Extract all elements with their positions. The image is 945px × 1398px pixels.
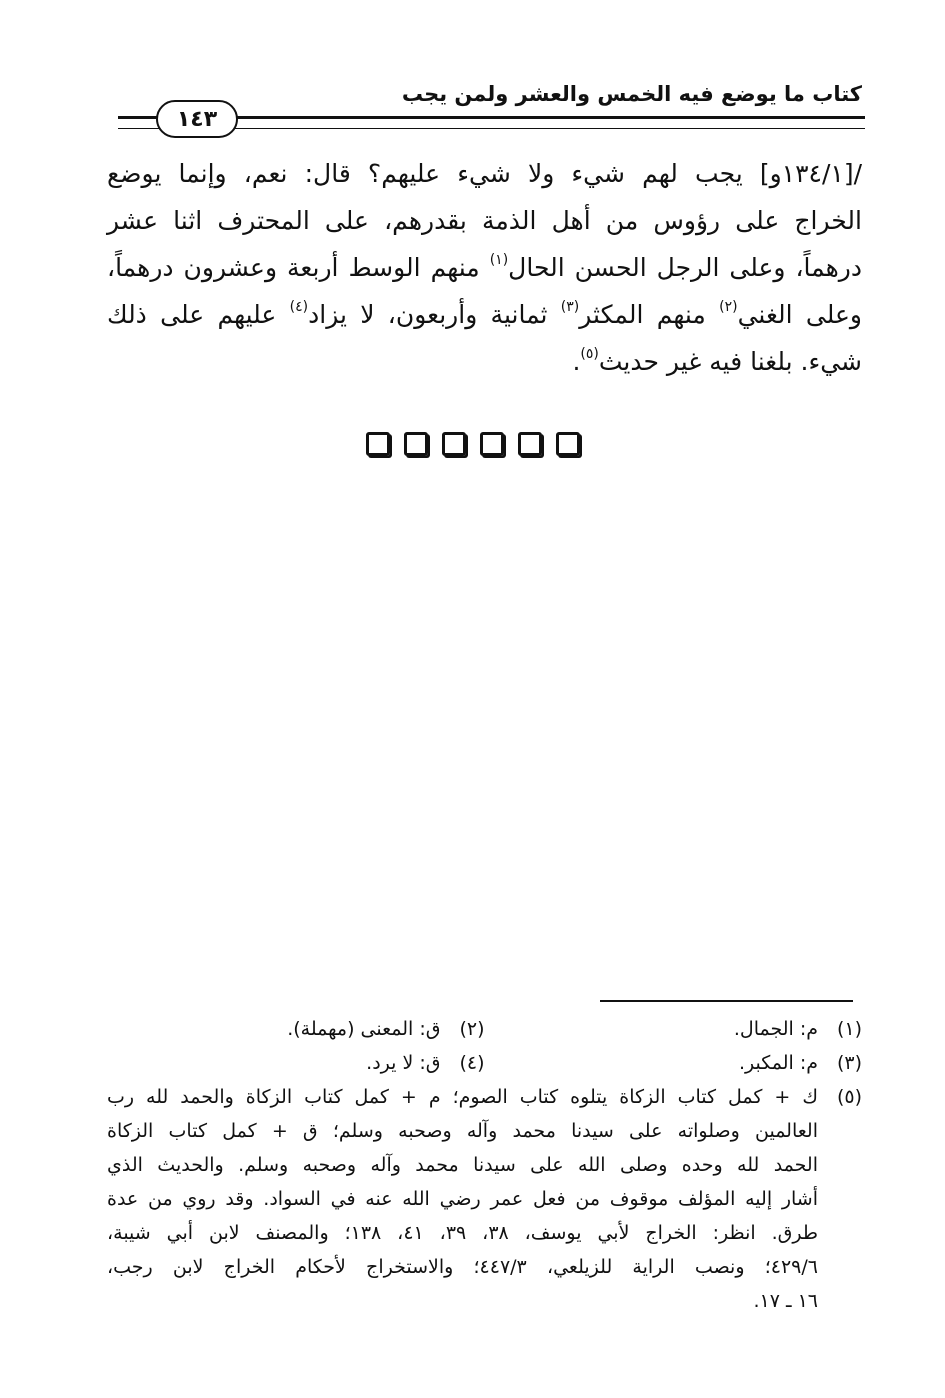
ornament-square — [518, 432, 542, 456]
running-title: كتاب ما يوضع فيه الخمس والعشر ولمن يجب — [401, 82, 862, 106]
footnote-5 — [107, 1080, 862, 1318]
footnote-row — [107, 1046, 862, 1080]
footnote-ref: (٥) — [580, 346, 599, 362]
footnote-line: ٤٢٩/٦؛ ونصب الراية للزيلعي، ٤٤٧/٣؛ والاستخراج لأحكام الخراج لابن رجب، — [107, 1256, 818, 1278]
footnote-text — [107, 1080, 818, 1318]
footnote-row — [107, 1012, 862, 1046]
text-run: درهماً، وعلى الرجل الحسن الحال — [508, 253, 862, 282]
text-line — [107, 244, 862, 291]
footnote-line: أشار إليه المؤلف موقوف من فعل عمر رضي الله عنه في السواد. وقد روي من عدة — [107, 1188, 818, 1210]
footnote-text: ق: المعنى (مهملة). — [287, 1018, 441, 1040]
footnote-3 — [485, 1046, 863, 1080]
footnote-number: (٥) — [836, 1086, 862, 1108]
ornament-square — [480, 432, 504, 456]
text-line — [107, 291, 862, 338]
footnote-line: الحمد لله وحده وصلى الله على سيدنا محمد وآله وصحبه وسلم. والحديث الذي — [107, 1154, 818, 1176]
footnote-1 — [485, 1012, 863, 1046]
section-end-ornament — [0, 432, 945, 456]
footnote-line: العالمين وصلواته على سيدنا محمد وآله وصحبه وسلم؛ ق + كمل كتاب الزكاة — [107, 1120, 818, 1142]
footnote-line: ١٦ ـ ١٧. — [753, 1290, 818, 1312]
text-run: عليهم على ذلك — [107, 300, 290, 329]
footnote-text: م: الجمال. — [733, 1018, 818, 1040]
ornament-square — [556, 432, 580, 456]
footnote-ref: (١) — [489, 252, 509, 268]
text-run: شيء. بلغنا فيه غير حديث — [598, 347, 862, 376]
footnote-number: (٣) — [836, 1052, 862, 1074]
footnote-ref: (٢) — [719, 299, 738, 315]
footnote-4 — [107, 1046, 485, 1080]
footnote-line: طرق. انظر: الخراج لأبي يوسف، ٣٨، ٣٩، ٤١، ١٣٨؛ والمصنف لابن أبي شيبة، — [107, 1222, 819, 1244]
footnote-separator — [600, 1000, 853, 1002]
text-run: وعلى الغني — [737, 300, 863, 329]
page-number-badge — [156, 100, 238, 138]
ornament-square — [366, 432, 390, 456]
footnote-ref: (٣) — [560, 299, 580, 315]
text-line — [107, 338, 862, 385]
footnote-2 — [107, 1012, 485, 1046]
text-line — [107, 197, 862, 244]
text-run: الخراج على رؤوس من أهل الذمة بقدرهم، على المحترف اثنا عشر — [107, 206, 862, 235]
page-number: ١٤٣ — [176, 106, 218, 132]
text-run: . — [572, 347, 581, 376]
footnote-ref: (٤) — [289, 299, 309, 315]
footnote-number: (٤) — [459, 1052, 485, 1074]
main-text — [107, 150, 862, 385]
footnote-line: ك + كمل كتاب الزكاة يتلوه كتاب الصوم؛ م + كمل كتاب الزكاة والحمد لله رب — [107, 1086, 818, 1108]
footnote-text: ق: لا يرد. — [366, 1052, 441, 1074]
text-run: ثمانية وأربعون، لا يزاد — [308, 300, 561, 329]
footnote-text: م: المكبر. — [738, 1052, 818, 1074]
ornament-square — [404, 432, 428, 456]
text-run: /[١٣٤/١و] يجب لهم شيء ولا شيء عليهم؟ قال: نعم، وإنما يوضع — [107, 159, 862, 188]
text-line — [107, 150, 862, 197]
footnotes — [107, 1012, 862, 1318]
ornament-square — [442, 432, 466, 456]
footnote-number: (٢) — [459, 1018, 485, 1040]
text-run: منهم المكثر — [579, 300, 720, 329]
footnote-number: (١) — [836, 1018, 862, 1040]
text-run: منهم الوسط أربعة وعشرون درهماً، — [107, 253, 490, 282]
